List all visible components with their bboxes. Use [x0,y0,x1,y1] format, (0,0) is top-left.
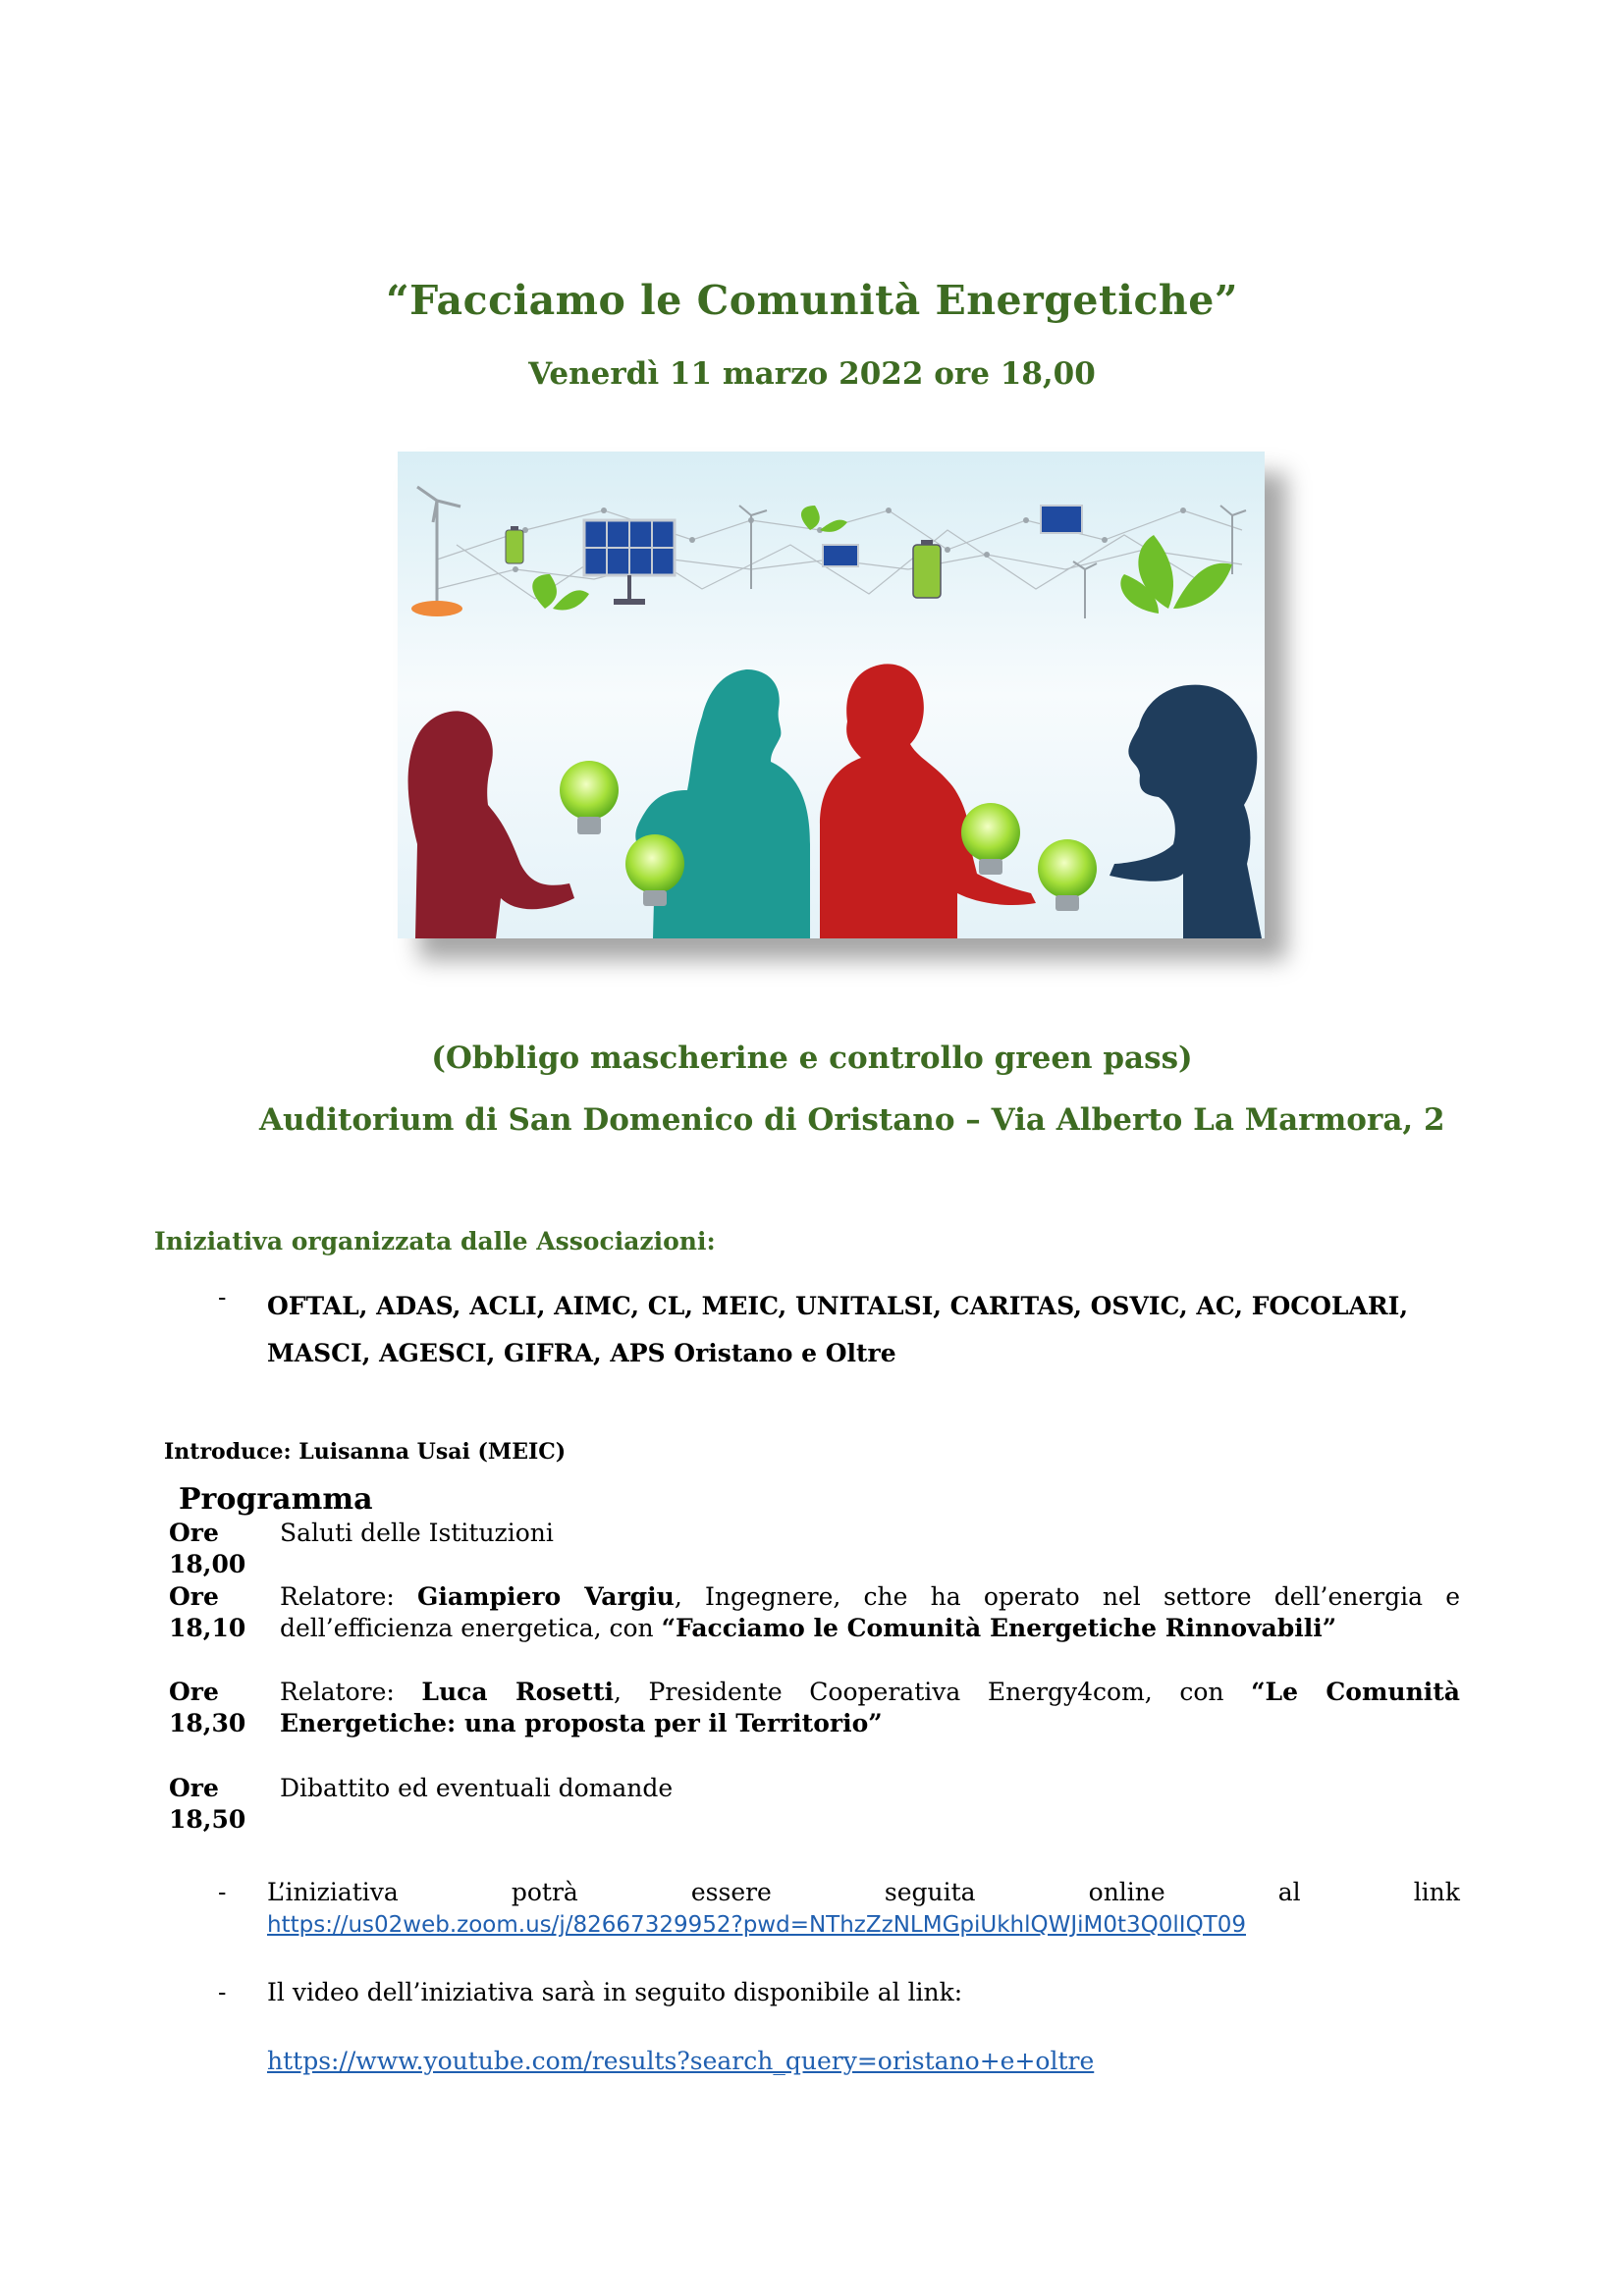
list-dash: - [218,1978,227,2006]
programme-time: Ore 18,10 [169,1582,246,1642]
event-date: Venerdì 11 marzo 2022 ore 18,00 [528,356,1096,392]
talk-title: “Facciamo le Comunità Energetiche Rinnovabili” [661,1614,1337,1642]
talk-title: “Le Comunità Energetiche: una proposta per il Territorio” [280,1678,1460,1737]
programme-item: Saluti delle Istituzioni [280,1519,554,1547]
associations-list: OFTAL, ADAS, ACLI, AIMC, CL, MEIC, UNITALSI, CARITAS, OSVIC, AC, FOCOLARI, MASCI, AGESCI, GIFRA, APS Oristano e Oltre [267,1292,1409,1367]
venue: Auditorium di San Domenico di Oristano – Via Alberto La Marmora, 2 [259,1102,1445,1138]
organizers-heading: Iniziativa organizzata dalle Associazioni: [154,1227,716,1255]
introducer: Introduce: Luisanna Usai (MEIC) [164,1439,567,1465]
list-dash: - [218,1878,227,1906]
battery-icon [506,526,523,563]
mask-notice: (Obbligo mascherine e controllo green pass) [431,1041,1193,1076]
programme-time: Ore 18,50 [169,1774,246,1834]
video-note: Il video dell’iniziativa sarà in seguito disponibile al link: [267,1978,963,2006]
online-note: L’iniziativa potrà essere seguita online al link [267,1878,1460,1906]
programme-time: Ore 18,30 [169,1678,246,1737]
programme-item: Relatore: Luca Rosetti, Presidente Cooperativa Energy4com, con “Le Comunità Energetiche: una proposta per il Territorio” [280,1678,1460,1737]
programme-item: Relatore: Giampiero Vargiu, Ingegnere, che ha operato nel settore dell’energia e dell’efficienza energetica, con “Facciamo le Comunità Energetiche Rinnovabili” [280,1582,1461,1642]
hero-illustration [398,452,1265,938]
list-dash: - [218,1283,227,1311]
programme-heading: Programma [179,1482,373,1517]
programme-time: Ore 18,00 [169,1519,246,1578]
page-title: “Facciamo le Comunità Energetiche” [386,277,1238,324]
zoom-link[interactable]: https://us02web.zoom.us/j/82667329952?pwd=NThzZzNLMGpiUkhlQWJiM0t3Q0lIQT09 [267,1912,1246,1938]
speaker-name: Giampiero Vargiu [417,1582,675,1611]
youtube-link[interactable]: https://www.youtube.com/results?search_query=oristano+e+oltre [267,2047,1095,2075]
speaker-name: Luca Rosetti [421,1678,614,1706]
programme-item: Dibattito ed eventuali domande [280,1774,674,1802]
